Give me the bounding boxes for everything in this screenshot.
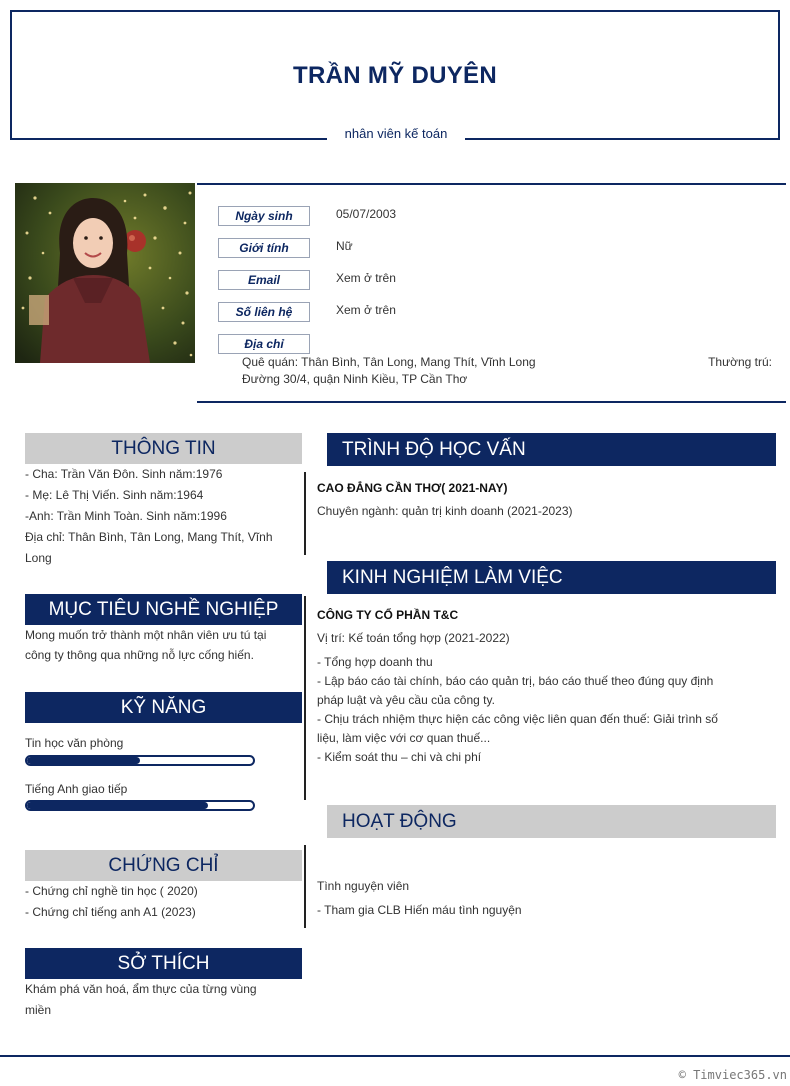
section-heading-skills: KỸ NĂNG: [25, 692, 302, 723]
column-divider: [304, 596, 306, 800]
address-residence: Đường 30/4, quận Ninh Kiều, TP Cần Thơ: [242, 372, 468, 386]
job-role: Vị trí: Kế toán tổng hợp (2021-2022): [317, 631, 510, 645]
list-item: Long: [25, 551, 52, 565]
column-divider: [304, 472, 306, 555]
profile-photo-image: [15, 183, 195, 363]
skill-name: Tin học văn phòng: [25, 736, 124, 750]
text-line: Mong muốn trở thành một nhân viên ưu tú tại: [25, 628, 267, 642]
label-birth-date: Ngày sinh: [218, 206, 310, 226]
list-item: - Kiểm soát thu – chi và chi phí: [317, 750, 482, 764]
skill-level-fill: [27, 757, 140, 764]
experience-duties: [317, 653, 767, 767]
footer-rule: [0, 1055, 790, 1057]
label-phone: Số liên hệ: [218, 302, 310, 322]
skill-level-bar: [25, 800, 255, 811]
list-item: - Tham gia CLB Hiến máu tình nguyện: [317, 903, 522, 917]
education-major: Chuyên ngành: quản trị kinh doanh (2021-2023): [317, 504, 573, 518]
text-line: Khám phá văn hoá, ẩm thực của từng vùng: [25, 982, 257, 996]
skill-name: Tiếng Anh giao tiếp: [25, 782, 128, 796]
section-heading-objective: MỤC TIÊU NGHỀ NGHIỆP: [25, 594, 302, 625]
label-email: Email: [218, 270, 310, 290]
list-item: - Mẹ: Lê Thị Viến. Sinh năm:1964: [25, 488, 204, 502]
list-item: - Cha: Trần Văn Đôn. Sinh năm:1976: [25, 467, 223, 481]
section-heading-activities: HOẠT ĐỘNG: [327, 805, 776, 838]
list-item: pháp luật và yêu cầu của công ty.: [317, 693, 495, 707]
list-item: - Chứng chỉ tiếng anh A1 (2023): [25, 905, 196, 919]
section-heading-education: TRÌNH ĐỘ HỌC VẤN: [327, 433, 776, 466]
job-position: nhân viên kế toán: [344, 126, 448, 141]
list-item: liệu, làm việc với cơ quan thuế...: [317, 731, 491, 745]
address-residence-label: Thường trú:: [708, 355, 772, 369]
objective-text: [25, 625, 300, 665]
certificate-list: [25, 881, 300, 923]
watermark: © Timviec365.vn: [678, 1068, 787, 1082]
company-name: CÔNG TY CỔ PHẦN T&C: [317, 608, 459, 622]
label-address: Địa chỉ: [218, 334, 310, 354]
school-name: CAO ĐẲNG CẦN THƠ( 2021-NAY): [317, 481, 508, 495]
hobbies-text: [25, 979, 300, 1021]
address-hometown: Quê quán: Thân Bình, Tân Long, Mang Thít, Vĩnh Long: [242, 355, 536, 369]
list-item: - Chứng chỉ nghề tin học ( 2020): [25, 884, 198, 898]
address-block: [242, 354, 772, 388]
section-heading-info: THÔNG TIN: [25, 433, 302, 464]
list-item: Địa chỉ: Thân Bình, Tân Long, Mang Thít, Vĩnh: [25, 530, 273, 544]
section-heading-hobbies: SỞ THÍCH: [25, 948, 302, 979]
list-item: Tình nguyện viên: [317, 879, 410, 893]
info-bottom-rule: [197, 401, 786, 403]
text-line: công ty thông qua những nỗ lực cống hiến.: [25, 648, 254, 662]
section-heading-certificates: CHỨNG CHỈ: [25, 850, 302, 881]
list-item: -Anh: Trần Minh Toàn. Sinh năm:1996: [25, 509, 227, 523]
profile-photo: [15, 183, 195, 363]
column-divider: [304, 845, 306, 928]
section-heading-experience: KINH NGHIỆM LÀM VIỆC: [327, 561, 776, 594]
activities-list: [317, 874, 767, 922]
family-info-list: [25, 464, 300, 569]
value-birth-date: 05/07/2003: [336, 207, 397, 221]
list-item: - Lập báo cáo tài chính, báo cáo quản trị, báo cáo thuế theo đúng quy định: [317, 674, 714, 688]
list-item: - Tổng hợp doanh thu: [317, 655, 433, 669]
label-gender: Giới tính: [218, 238, 310, 258]
candidate-name: TRẦN MỸ DUYÊN: [293, 62, 497, 89]
skill-level-bar: [25, 755, 255, 766]
list-item: - Chịu trách nhiệm thực hiện các công việc liên quan đến thuế: Giải trình số: [317, 712, 718, 726]
value-email: Xem ở trên: [336, 271, 396, 285]
value-gender: Nữ: [336, 239, 353, 253]
value-phone: Xem ở trên: [336, 303, 396, 317]
skill-level-fill: [27, 802, 208, 809]
info-top-rule: [197, 183, 786, 185]
text-line: miền: [25, 1003, 52, 1017]
